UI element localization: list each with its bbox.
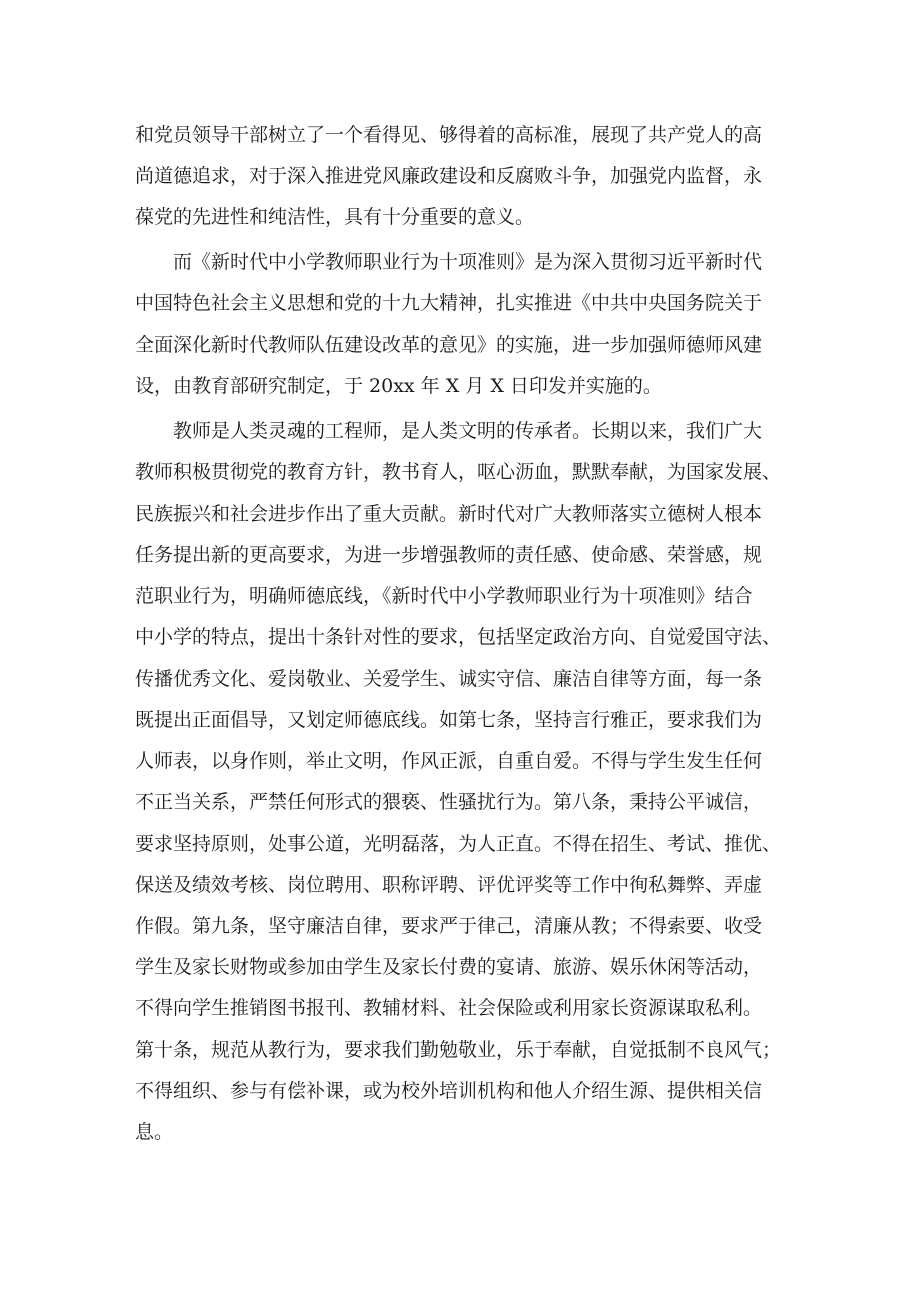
text-line: 民族振兴和社会进步作出了重大贡献。新时代对广大教师落实立德树人根本 bbox=[135, 503, 763, 525]
text-line: 教师积极贯彻党的教育方针，教书育人，呕心沥血，默默奉献，为国家发展、 bbox=[135, 461, 782, 483]
text-line: 不得组织、参与有偿补课，或为校外培训机构和他人介绍生源、提供相关信 bbox=[135, 1080, 763, 1102]
text-line: 中小学的特点，提出十条针对性的要求，包括坚定政治方向、自觉爱国守法、 bbox=[135, 626, 782, 648]
text-line: 设，由教育部研究制定，于 20xx 年 X 月 X 日印发并实施的。 bbox=[135, 375, 662, 397]
text-line: 尚道德追求，对于深入推进党风廉政建设和反腐败斗争，加强党内监督，永 bbox=[135, 165, 763, 187]
text-line: 范职业行为，明确师德底线，《新时代中小学教师职业行为十项准则》结合 bbox=[135, 585, 753, 607]
text-line: 息。 bbox=[135, 1121, 174, 1143]
text-line: 学生及家长财物或参加由学生及家长付费的宴请、旅游、娱乐休闲等活动， bbox=[135, 956, 763, 978]
text-line: 人师表，以身作则，举止文明，作风正派，自重自爱。不得与学生发生任何 bbox=[135, 750, 763, 772]
text-line: 保送及绩效考核、岗位聘用、职称评聘、评优评奖等工作中徇私舞弊、弄虚 bbox=[135, 874, 763, 896]
text-line: 既提出正面倡导，又划定师德底线。如第七条，坚持言行雅正，要求我们为 bbox=[135, 709, 763, 731]
paragraph-first-line: 而《新时代中小学教师职业行为十项准则》是为深入贯彻习近平新时代 bbox=[173, 251, 763, 273]
text-line: 葆党的先进性和纯洁性，具有十分重要的意义。 bbox=[135, 206, 535, 228]
text-line: 全面深化新时代教师队伍建设改革的意见》的实施，进一步加强师德师风建 bbox=[135, 334, 763, 356]
text-line: 第十条，规范从教行为，要求我们勤勉敬业，乐于奉献，自觉抵制不良风气； bbox=[135, 1039, 782, 1061]
text-line: 传播优秀文化、爱岗敬业、关爱学生、诚实守信、廉洁自律等方面，每一条 bbox=[135, 668, 763, 690]
text-line: 和党员领导干部树立了一个看得见、够得着的高标准，展现了共产党人的高 bbox=[135, 124, 763, 146]
text-line: 任务提出新的更高要求，为进一步增强教师的责任感、使命感、荣誉感，规 bbox=[135, 544, 763, 566]
text-line: 不正当关系，严禁任何形式的猥亵、性骚扰行为。第八条，秉持公平诚信， bbox=[135, 791, 763, 813]
text-line: 中国特色社会主义思想和党的十九大精神，扎实推进《中共中央国务院关于 bbox=[135, 292, 763, 314]
paragraph-first-line: 教师是人类灵魂的工程师，是人类文明的传承者。长期以来，我们广大 bbox=[173, 420, 763, 442]
text-line: 作假。第九条，坚守廉洁自律，要求严于律己，清廉从教；不得索要、收受 bbox=[135, 915, 763, 937]
text-line: 不得向学生推销图书报刊、教辅材料、社会保险或利用家长资源谋取私利。 bbox=[135, 997, 763, 1019]
text-line: 要求坚持原则，处事公道，光明磊落，为人正直。不得在招生、考试、推优、 bbox=[135, 833, 782, 855]
